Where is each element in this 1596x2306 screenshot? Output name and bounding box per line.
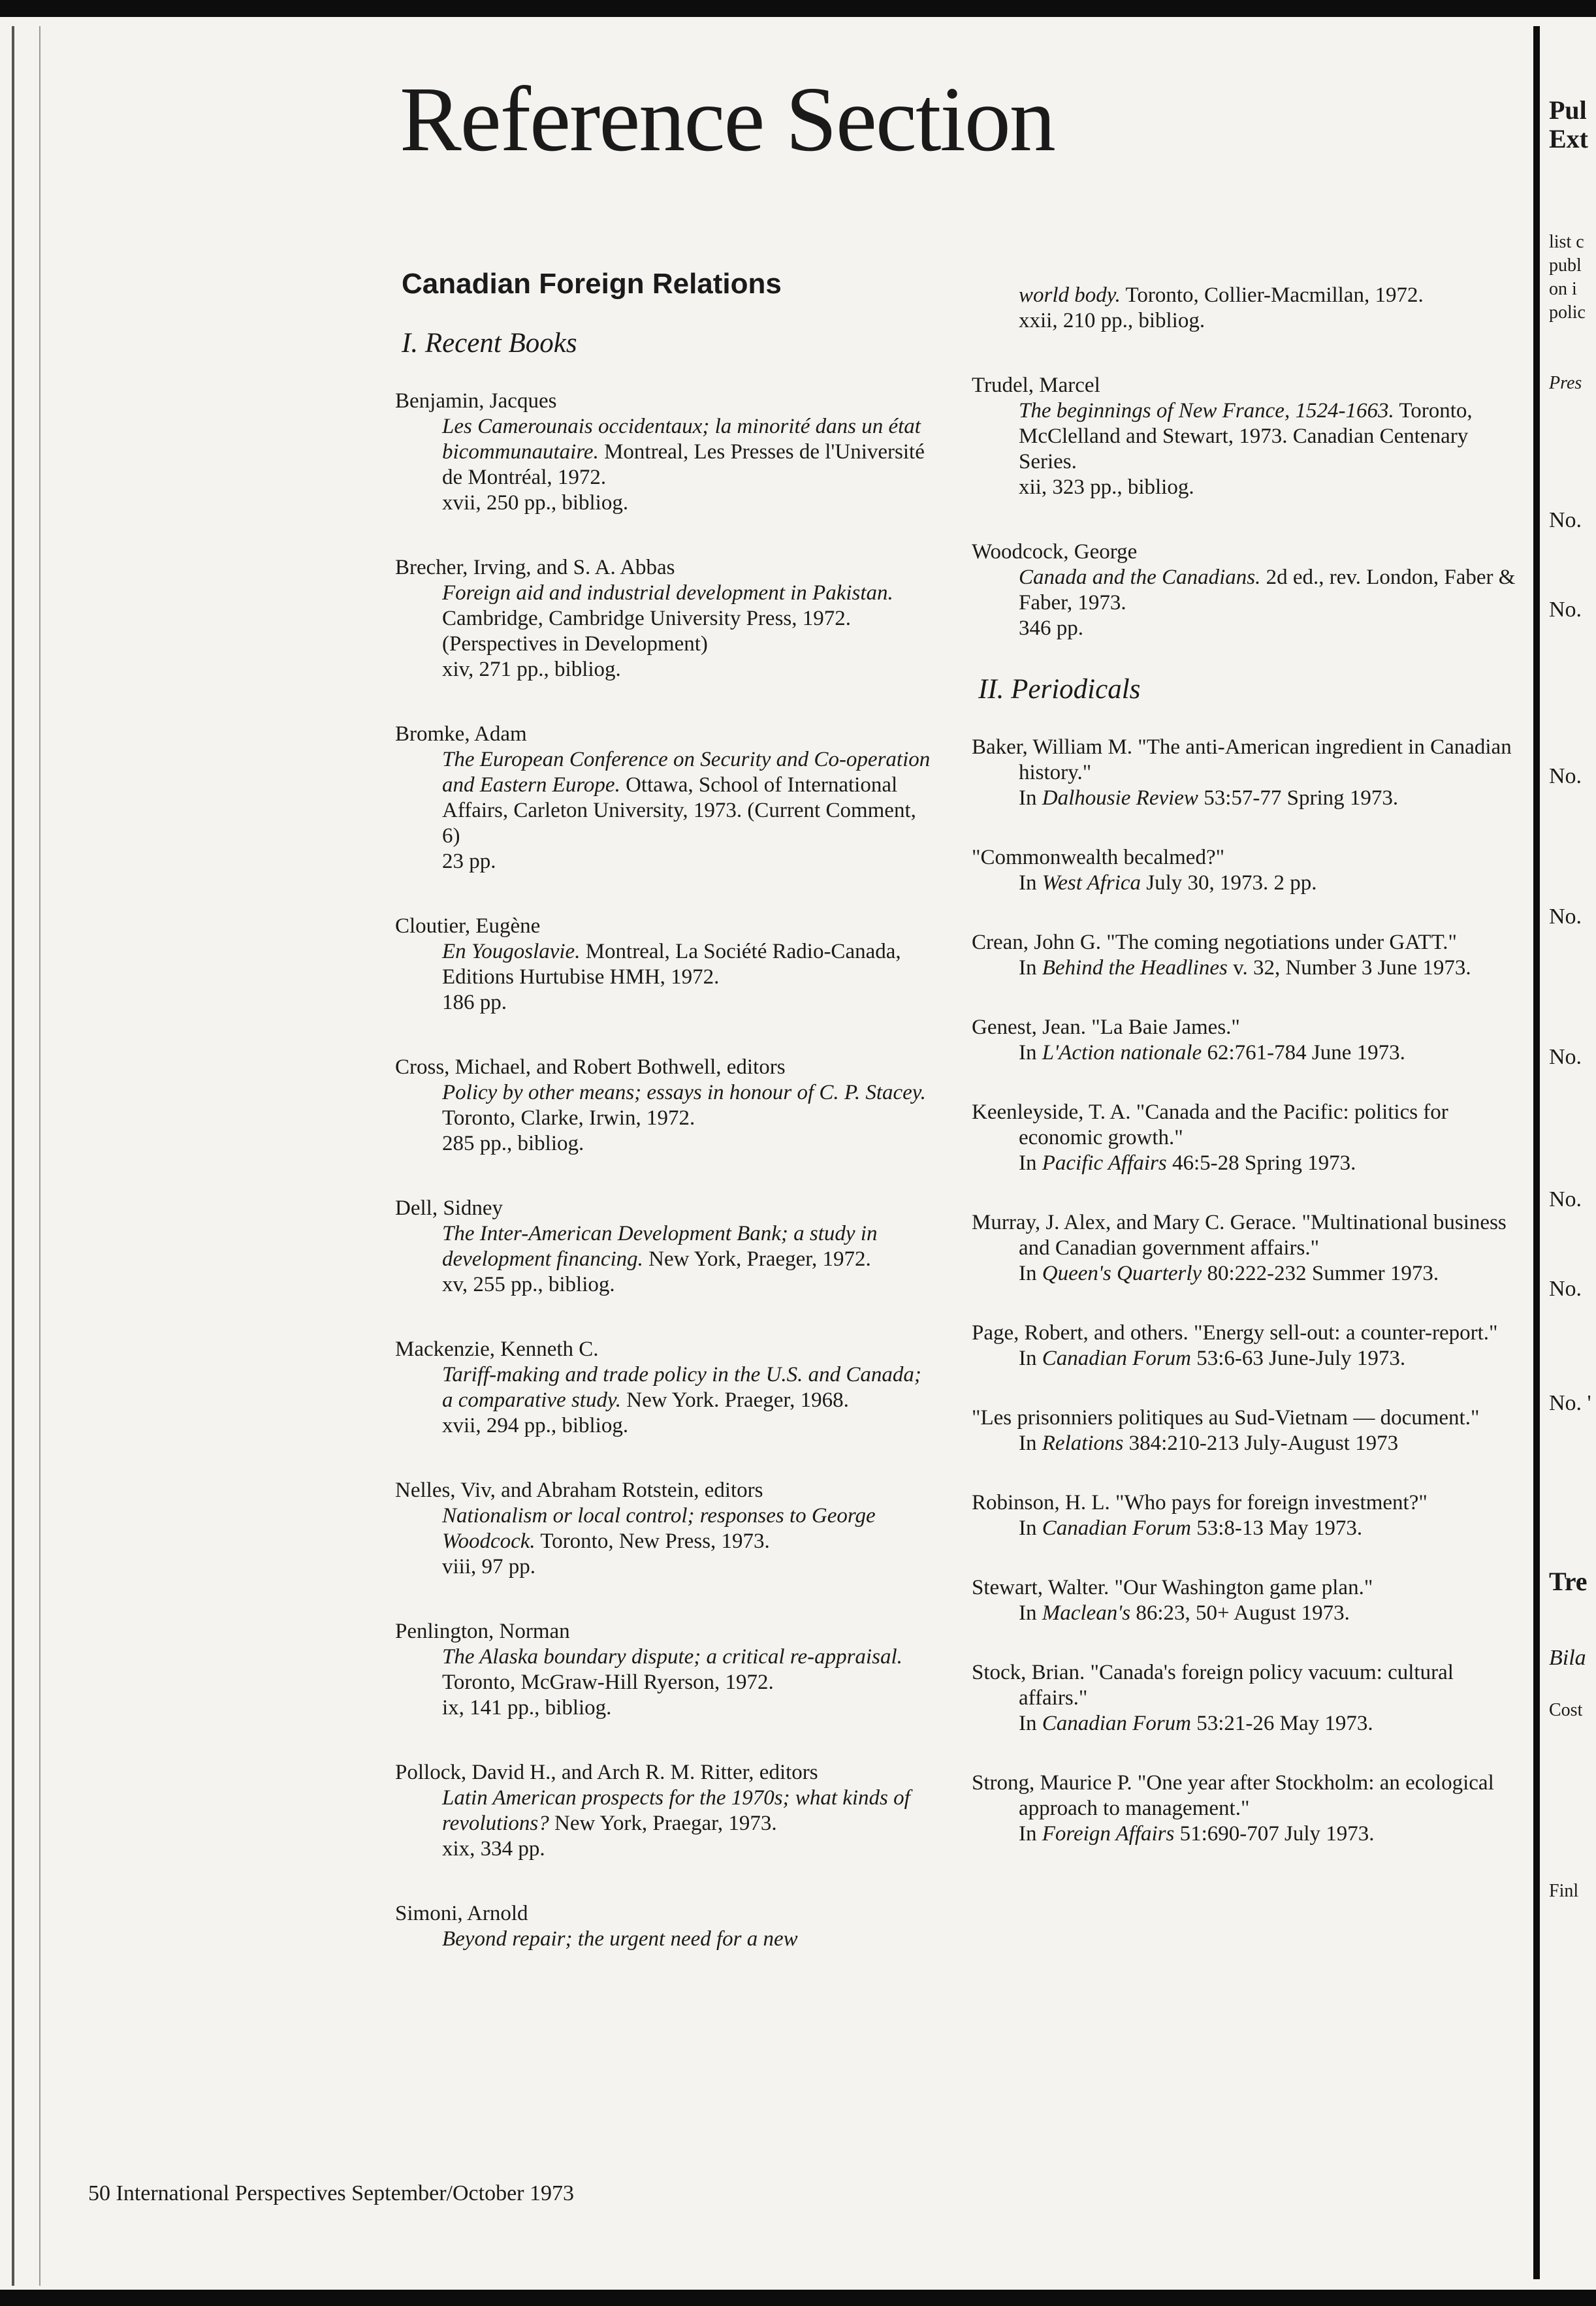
periodical-citation: "Les prisonniers politiques au Sud-Vietnam — document." <box>972 1406 1480 1430</box>
page-binding-line <box>39 26 40 2286</box>
facing-text: Finl <box>1549 1881 1579 1901</box>
book-author: Mackenzie, Kenneth C. <box>395 1337 599 1361</box>
periodical-source <box>972 1151 1517 1176</box>
scan-top-edge <box>0 0 1596 17</box>
book-author: Cloutier, Eugène <box>395 914 541 938</box>
periodical-citation: Page, Robert, and others. "Energy sell-out: a counter-report." <box>972 1321 1498 1345</box>
page-footer: 50 International Perspectives September/October 1973 <box>88 2181 574 2205</box>
periodical-in: In <box>1019 1041 1042 1065</box>
book-entry <box>395 1901 931 1952</box>
periodical-in: In <box>1019 1712 1042 1735</box>
journal-name: L'Action nationale <box>1042 1041 1202 1065</box>
periodical-source <box>972 1601 1517 1626</box>
facing-text: polic <box>1549 302 1586 323</box>
periodical-source <box>972 1516 1517 1541</box>
book-author: Trudel, Marcel <box>972 374 1100 397</box>
periodical-entry <box>972 1015 1517 1066</box>
book-title: En Yougoslavie. <box>442 940 581 963</box>
book-extra: 186 pp. <box>442 991 507 1014</box>
periodical-citation: Baker, William M. "The anti-American ingredient in Canadian history." <box>972 735 1512 784</box>
book-entry <box>395 1337 931 1439</box>
periodical-entry <box>972 930 1517 981</box>
book-details <box>972 565 1517 641</box>
book-extra: 285 pp., bibliog. <box>442 1132 584 1155</box>
journal-name: Pacific Affairs <box>1042 1151 1167 1175</box>
book-publisher: New York, Praegar, 1973. <box>554 1812 777 1835</box>
journal-name: Foreign Affairs <box>1042 1822 1175 1846</box>
book-entry <box>395 914 931 1016</box>
page-binding-edge <box>12 26 14 2286</box>
periodical-entry <box>972 1770 1517 1847</box>
book-author: Dell, Sidney <box>395 1196 503 1220</box>
periodical-in: In <box>1019 1347 1042 1370</box>
facing-text: on i <box>1549 279 1577 299</box>
facing-text: Cost <box>1549 1700 1583 1720</box>
periodical-entry <box>972 1575 1517 1626</box>
journal-detail: 53:21-26 May 1973. <box>1191 1712 1373 1735</box>
periodical-citation: Robinson, H. L. "Who pays for foreign investment?" <box>972 1491 1428 1514</box>
book-author: Cross, Michael, and Robert Bothwell, editors <box>395 1055 786 1079</box>
book-entry <box>395 1055 931 1157</box>
book-publisher: Montreal, La Société Radio-Canada, Editions Hurtubise HMH, 1972. <box>442 940 901 989</box>
facing-text: publ <box>1549 255 1582 276</box>
book-title: world body. <box>1019 283 1121 307</box>
book-details <box>395 581 931 682</box>
periodical-entry <box>972 1321 1517 1371</box>
book-title: Canada and the Canadians. <box>1019 566 1261 589</box>
journal-detail: July 30, 1973. 2 pp. <box>1141 871 1317 895</box>
facing-number: No. <box>1549 598 1582 622</box>
facing-page-edge <box>1533 26 1540 2279</box>
book-entry <box>972 373 1517 500</box>
book-extra: xv, 255 pp., bibliog. <box>442 1273 615 1296</box>
book-details <box>395 1786 931 1862</box>
book-author: Bromke, Adam <box>395 722 527 746</box>
journal-detail: 62:761-784 June 1973. <box>1202 1041 1405 1065</box>
subsection-recent-books: I. Recent Books <box>402 328 577 359</box>
journal-name: Relations <box>1042 1432 1124 1455</box>
book-entry <box>395 1760 931 1862</box>
book-entry-continued <box>972 283 1517 334</box>
facing-text: Bila <box>1549 1646 1586 1670</box>
periodical-citation: Genest, Jean. "La Baie James." <box>972 1016 1240 1039</box>
scan-bottom-edge <box>0 2290 1596 2306</box>
book-details <box>395 939 931 1016</box>
book-title: Tariff-making and trade policy in the U.S. and Canada; a comparative study. <box>442 1363 921 1412</box>
periodical-source <box>972 955 1517 981</box>
facing-heading: Tre <box>1549 1567 1588 1596</box>
periodical-source <box>972 871 1517 896</box>
journal-name: Canadian Forum <box>1042 1516 1192 1540</box>
book-entry <box>395 722 931 874</box>
facing-number: No. <box>1549 1187 1582 1211</box>
book-title: Foreign aid and industrial development in Pakistan. <box>442 581 893 605</box>
facing-number: No. <box>1549 1277 1582 1301</box>
periodical-source <box>972 786 1517 811</box>
book-author: Brecher, Irving, and S. A. Abbas <box>395 556 675 579</box>
book-title: The European Conference on Security and Co-operation and Eastern Europe. <box>442 748 931 797</box>
book-author: Benjamin, Jacques <box>395 389 557 413</box>
journal-name: Dalhousie Review <box>1042 786 1198 810</box>
journal-detail: 86:23, 50+ August 1973. <box>1130 1601 1350 1625</box>
periodical-in: In <box>1019 1601 1042 1625</box>
book-details <box>395 414 931 516</box>
book-entry <box>395 555 931 682</box>
journal-detail: 53:6-63 June-July 1973. <box>1191 1347 1406 1370</box>
periodical-source <box>972 1711 1517 1737</box>
book-title: The Inter-American Development Bank; a study in development financing. <box>442 1222 878 1271</box>
book-details <box>395 1503 931 1580</box>
periodical-in: In <box>1019 1822 1042 1846</box>
book-details <box>395 747 931 874</box>
periodical-source <box>972 1821 1517 1847</box>
journal-name: Canadian Forum <box>1042 1712 1192 1735</box>
periodical-citation: Keenleyside, T. A. "Canada and the Pacific: politics for economic growth." <box>972 1100 1448 1149</box>
journal-detail: 53:8-13 May 1973. <box>1191 1516 1363 1540</box>
periodical-citation: Strong, Maurice P. "One year after Stockholm: an ecological approach to management." <box>972 1771 1494 1820</box>
book-publisher: 2d ed., rev. London, Faber & Faber, 1973. <box>1019 566 1516 615</box>
book-publisher: New York. Praeger, 1968. <box>626 1388 849 1412</box>
book-entry <box>395 1478 931 1580</box>
book-details <box>972 398 1517 500</box>
periodical-source <box>972 1431 1517 1456</box>
book-details <box>395 1362 931 1439</box>
facing-number: No. <box>1549 508 1582 532</box>
periodical-citation: Crean, John G. "The coming negotiations under GATT." <box>972 931 1458 954</box>
book-details <box>395 1221 931 1298</box>
book-entry <box>972 539 1517 641</box>
periodical-citation: "Commonwealth becalmed?" <box>972 846 1225 869</box>
book-author: Penlington, Norman <box>395 1620 570 1643</box>
book-extra: ix, 141 pp., bibliog. <box>442 1696 612 1720</box>
journal-detail: 51:690-707 July 1973. <box>1174 1822 1375 1846</box>
journal-detail: 46:5-28 Spring 1973. <box>1166 1151 1356 1175</box>
page-title: Reference Section <box>400 67 1055 170</box>
book-extra: xvii, 250 pp., bibliog. <box>442 491 629 515</box>
periodical-source <box>972 1261 1517 1287</box>
facing-heading: Ext <box>1549 124 1588 153</box>
book-extra: xiv, 271 pp., bibliog. <box>442 658 621 681</box>
facing-text: list c <box>1549 232 1584 252</box>
book-title: Les Camerounais occidentaux; la minorité dans un état bicommunautaire. <box>442 415 921 464</box>
periodical-entry <box>972 1210 1517 1287</box>
facing-number: No. <box>1549 1045 1582 1069</box>
book-extra: viii, 97 pp. <box>442 1555 536 1578</box>
book-extra: 346 pp. <box>1019 617 1083 640</box>
journal-name: Canadian Forum <box>1042 1347 1192 1370</box>
periodical-in: In <box>1019 956 1042 980</box>
book-extra: 23 pp. <box>442 850 496 873</box>
book-title: The beginnings of New France, 1524-1663. <box>1019 399 1394 423</box>
facing-text: Pres <box>1549 373 1582 393</box>
book-publisher: Cambridge, Cambridge University Press, 1972. (Perspectives in Development) <box>442 607 852 656</box>
journal-detail: 384:210-213 July-August 1973 <box>1123 1432 1399 1455</box>
facing-number: No. <box>1549 905 1582 929</box>
book-title: Beyond repair; the urgent need for a new <box>442 1927 798 1951</box>
facing-page-fragment <box>1544 98 1596 2279</box>
book-details <box>395 1644 931 1721</box>
book-publisher: Toronto, New Press, 1973. <box>540 1529 770 1553</box>
journal-name: Behind the Headlines <box>1042 956 1228 980</box>
book-title: Policy by other means; essays in honour of C. P. Stacey. <box>442 1081 926 1104</box>
book-title: The Alaska boundary dispute; a critical re-appraisal. <box>442 1645 902 1669</box>
book-extra: xxii, 210 pp., bibliog. <box>1019 309 1205 332</box>
book-publisher: Montreal, Les Presses de l'Université de Montréal, 1972. <box>442 440 925 489</box>
periodical-in: In <box>1019 1151 1042 1175</box>
facing-heading: Pul <box>1549 98 1587 125</box>
book-list-right <box>972 373 1517 641</box>
book-entry <box>395 1619 931 1721</box>
book-extra: xvii, 294 pp., bibliog. <box>442 1414 629 1437</box>
journal-name: West Africa <box>1042 871 1141 895</box>
book-author: Nelles, Viv, and Abraham Rotstein, editors <box>395 1479 763 1502</box>
subsection-periodicals: II. Periodicals <box>978 674 1141 705</box>
journal-detail: 80:222-232 Summer 1973. <box>1202 1262 1439 1285</box>
book-entry <box>395 389 931 516</box>
periodical-citation: Stock, Brian. "Canada's foreign policy vacuum: cultural affairs." <box>972 1661 1454 1710</box>
book-author: Pollock, David H., and Arch R. M. Ritter, editors <box>395 1761 818 1784</box>
periodical-list <box>972 735 1517 1847</box>
periodical-in: In <box>1019 1516 1042 1540</box>
section-heading: Canadian Foreign Relations <box>402 268 782 300</box>
journal-name: Queen's Quarterly <box>1042 1262 1202 1285</box>
periodical-citation: Stewart, Walter. "Our Washington game plan." <box>972 1576 1373 1599</box>
journal-name: Maclean's <box>1042 1601 1131 1625</box>
periodical-source <box>972 1040 1517 1066</box>
periodical-entry <box>972 1660 1517 1737</box>
periodical-in: In <box>1019 871 1042 895</box>
periodical-in: In <box>1019 1432 1042 1455</box>
right-column <box>972 283 1517 1881</box>
book-entry <box>395 1196 931 1298</box>
book-details <box>395 1080 931 1157</box>
journal-detail: 53:57-77 Spring 1973. <box>1198 786 1399 810</box>
periodical-source <box>972 1346 1517 1371</box>
periodical-citation: Murray, J. Alex, and Mary C. Gerace. "Multinational business and Canadian government affairs." <box>972 1211 1507 1260</box>
facing-number: No. ' <box>1549 1391 1591 1415</box>
periodical-entry <box>972 735 1517 811</box>
book-author: Woodcock, George <box>972 540 1138 564</box>
book-publisher: Toronto, McGraw-Hill Ryerson, 1972. <box>442 1671 774 1694</box>
periodical-entry <box>972 1405 1517 1456</box>
book-publisher: Toronto, McClelland and Stewart, 1973. Canadian Centenary Series. <box>1019 399 1473 473</box>
periodical-in: In <box>1019 786 1042 810</box>
facing-number: No. <box>1549 764 1582 788</box>
book-extra: xii, 323 pp., bibliog. <box>1019 475 1194 499</box>
periodical-in: In <box>1019 1262 1042 1285</box>
book-author: Simoni, Arnold <box>395 1902 528 1925</box>
left-column <box>395 268 931 1991</box>
book-publisher: Ottawa, School of International Affairs, Carleton University, 1973. (Current Comment, 6) <box>442 773 916 848</box>
book-extra: xix, 334 pp. <box>442 1837 545 1861</box>
journal-detail: v. 32, Number 3 June 1973. <box>1227 956 1471 980</box>
book-title: Latin American prospects for the 1970s; what kinds of revolutions? <box>442 1786 910 1835</box>
book-list-left <box>395 389 931 1952</box>
periodical-entry <box>972 1490 1517 1541</box>
book-details <box>395 1927 931 1952</box>
book-publisher: Toronto, Clarke, Irwin, 1972. <box>442 1106 695 1130</box>
book-title: Nationalism or local control; responses to George Woodcock. <box>442 1504 876 1553</box>
book-publisher: New York, Praeger, 1972. <box>648 1247 871 1271</box>
book-publisher: Toronto, Collier-Macmillan, 1972. <box>1125 283 1424 307</box>
periodical-entry <box>972 1100 1517 1176</box>
periodical-entry <box>972 845 1517 896</box>
